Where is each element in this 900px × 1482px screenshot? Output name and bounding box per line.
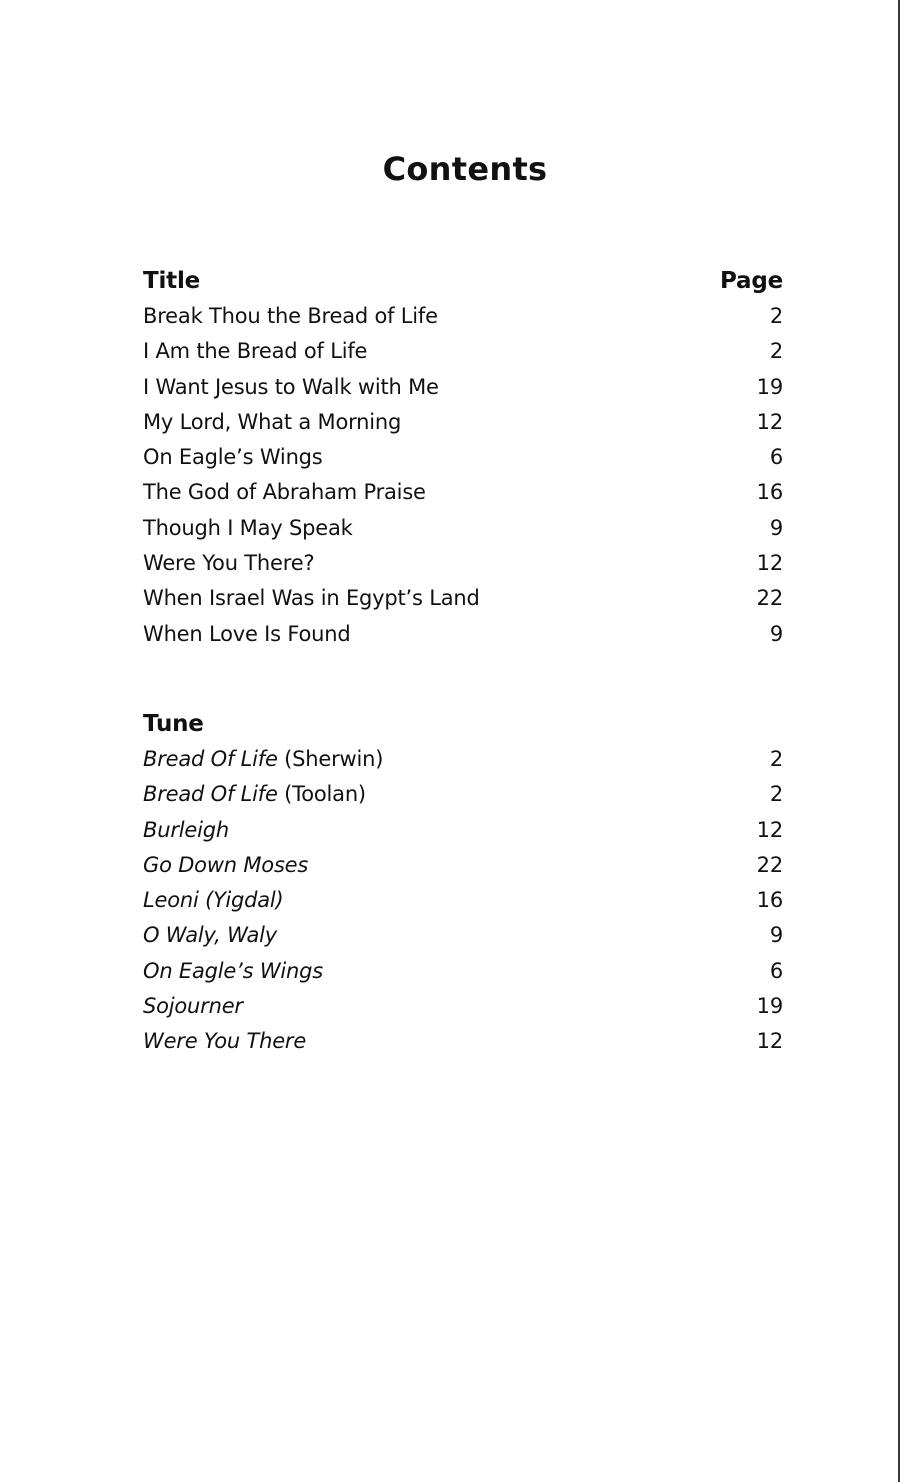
title-text: When Israel Was in Egypt’s Land bbox=[143, 586, 480, 611]
tune-entry[interactable] bbox=[143, 815, 783, 850]
tune-column-heading: Tune bbox=[143, 711, 204, 737]
title-text: I Want Jesus to Walk with Me bbox=[143, 374, 439, 399]
title-text: Were You There? bbox=[143, 551, 315, 576]
title-entry[interactable] bbox=[143, 336, 783, 371]
title-entry[interactable] bbox=[143, 301, 783, 336]
page-number: 6 bbox=[769, 958, 783, 983]
tune-name: Go Down Moses bbox=[143, 852, 309, 877]
tune-composer-note: (Toolan) bbox=[284, 782, 366, 807]
title-text: I Am the Bread of Life bbox=[143, 339, 368, 364]
tune-name: Were You There bbox=[143, 1029, 307, 1054]
tunes-header-row bbox=[143, 709, 783, 744]
tune-entry[interactable] bbox=[143, 1026, 783, 1061]
title-entry[interactable] bbox=[143, 513, 783, 548]
page-number: 9 bbox=[769, 923, 783, 948]
page-number: 19 bbox=[756, 374, 783, 399]
page-number: 22 bbox=[756, 586, 783, 611]
tune-entry[interactable] bbox=[143, 920, 783, 955]
page-number: 9 bbox=[769, 621, 783, 646]
tune-name: Sojourner bbox=[143, 994, 243, 1019]
page-number: 16 bbox=[756, 888, 783, 913]
tune-name: O Waly, Waly bbox=[143, 923, 278, 948]
page-number: 6 bbox=[769, 445, 783, 470]
page-number: 12 bbox=[756, 817, 783, 842]
tune-name: On Eagle’s Wings bbox=[143, 958, 324, 983]
page-number: 19 bbox=[756, 994, 783, 1019]
title-text: On Eagle’s Wings bbox=[143, 445, 323, 470]
tune-entry[interactable] bbox=[143, 744, 783, 779]
title-entry[interactable] bbox=[143, 372, 783, 407]
tune-entry[interactable] bbox=[143, 850, 783, 885]
title-entry[interactable] bbox=[143, 619, 783, 654]
page-number: 12 bbox=[756, 409, 783, 434]
tune-entry[interactable] bbox=[143, 956, 783, 991]
titles-header-row bbox=[143, 266, 783, 301]
tune-entry[interactable] bbox=[143, 885, 783, 920]
title-text: Break Thou the Bread of Life bbox=[143, 304, 438, 328]
page-title: Contents bbox=[382, 150, 548, 188]
tune-name: Burleigh bbox=[143, 817, 229, 842]
page-number: 22 bbox=[756, 852, 783, 877]
page-number: 2 bbox=[769, 339, 783, 364]
titles-index bbox=[143, 266, 783, 654]
page-number: 9 bbox=[769, 515, 783, 540]
title-entry[interactable] bbox=[143, 583, 783, 618]
title-text: Though I May Speak bbox=[143, 515, 353, 540]
tune-entry[interactable] bbox=[143, 779, 783, 814]
tune-label bbox=[143, 744, 383, 774]
tune-name: Bread Of Life bbox=[143, 782, 278, 807]
page-number: 12 bbox=[756, 551, 783, 576]
title-entry[interactable] bbox=[143, 442, 783, 477]
page-number: 16 bbox=[756, 480, 783, 505]
title-text: My Lord, What a Morning bbox=[143, 409, 402, 434]
tune-label bbox=[143, 779, 366, 809]
page-column-heading: Page bbox=[719, 268, 783, 294]
title-entry[interactable] bbox=[143, 548, 783, 583]
page-number: 2 bbox=[769, 747, 783, 771]
title-text: The God of Abraham Praise bbox=[143, 480, 426, 505]
page-number: 2 bbox=[769, 782, 783, 807]
tunes-index bbox=[143, 709, 783, 1062]
tune-name: Leoni (Yigdal) bbox=[143, 888, 284, 913]
title-entry[interactable] bbox=[143, 407, 783, 442]
tune-entry[interactable] bbox=[143, 991, 783, 1026]
page-number: 12 bbox=[756, 1029, 783, 1054]
tune-composer-note: (Sherwin) bbox=[284, 747, 384, 771]
page-number: 2 bbox=[769, 304, 783, 328]
tune-name: Bread Of Life bbox=[143, 747, 278, 771]
title-text: When Love Is Found bbox=[143, 621, 351, 646]
title-column-heading: Title bbox=[143, 268, 201, 294]
title-entry[interactable] bbox=[143, 477, 783, 512]
